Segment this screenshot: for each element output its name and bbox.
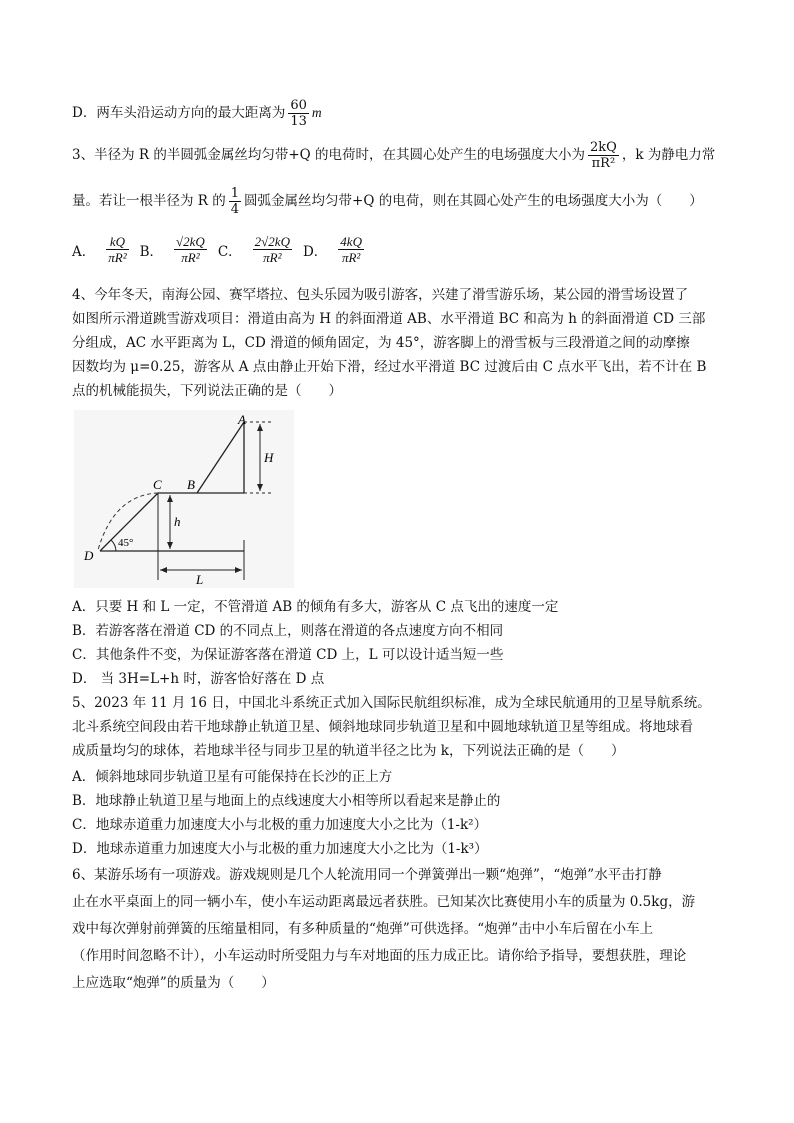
q2-option-d <box>72 98 322 129</box>
fraction-numerator: 2√2kQ <box>254 234 290 249</box>
q4-line5: 点的机械能损失，下列说法正确的是（ ） <box>72 383 342 399</box>
q3-option-d-label: D． <box>302 243 328 260</box>
label-c: C <box>153 477 162 492</box>
label-upper-h: H <box>264 450 274 465</box>
q4-option-d: D． 当 3H=L+h 时，游客恰好落在 D 点 <box>72 671 325 687</box>
q3-quarter-fraction <box>229 186 241 217</box>
q3-option-a-label: A． <box>72 243 96 260</box>
fraction-numerator: kQ <box>106 234 128 250</box>
q4-option-a: A．只要 H 和 L 一定，不管滑道 AB 的倾角有多大，游客从 C 点飞出的速度一定 <box>72 599 559 615</box>
fraction-denominator: πR² <box>263 250 282 265</box>
q2-option-d-text: D．两车头沿运动方向的最大距离为 <box>72 105 286 121</box>
q3-text-a: 3、半径为 R 的半圆弧金属丝均匀带+Q 的电荷时，在其圆心处产生的电场强度大小为 <box>72 147 586 163</box>
fraction-numerator: √2kQ <box>176 234 205 249</box>
q5-line1: 5、2023 年 11 月 16 日，中国北斗系统正式加入国际民航组织标准，成为全球民航通用的卫星导航系统。 <box>72 695 711 711</box>
fraction-numerator: 4kQ <box>340 234 362 249</box>
q3-option-c <box>253 234 292 265</box>
q6-line5: 上应选取“炮弹”的质量为（ ） <box>72 975 275 991</box>
q5-line2: 北斗系统空间段由若干地球静止轨道卫星、倾斜地球同步轨道卫星和中圆地球轨道卫星等组成。将地球看 <box>72 719 693 735</box>
q4-line3: 分组成，AC 水平距离为 L，CD 滑道的倾角固定，为 45°，游客脚上的滑雪板与三段滑道之间的动摩擦 <box>72 335 690 351</box>
q3-option-d <box>338 234 364 265</box>
fraction-denominator: πR² <box>341 250 361 265</box>
q5-line3: 成质量均匀的球体，若地球半径与同步卫星的轨道半径之比为 k，下列说法正确的是（ ） <box>72 743 625 759</box>
q5-option-d: D．地球赤道重力加速度大小与北极的重力加速度大小之比为（1-k³） <box>72 841 488 857</box>
label-a: A <box>238 412 246 427</box>
fraction-denominator: πR² <box>108 250 127 265</box>
q3-text-c2: 圆弧金属丝均匀带+Q 的电荷，则在其圆心处产生的电场强度大小为（ ） <box>244 193 703 209</box>
fraction-denominator: 13 <box>290 114 307 129</box>
q6-line4: （作用时间忽略不计），小车运动时所受阻力与车对地面的压力成正比。请你给予指导，要想获胜，理论 <box>72 948 687 964</box>
q4-line4: 因数均为 μ=0.25，游客从 A 点由静止开始下滑，经过水平滑道 BC 过渡后由 C 点水平飞出，若不计在 B <box>72 359 707 375</box>
q2-fraction <box>288 98 309 129</box>
q3-text-c1: 量。若让一根半径为 R 的 <box>72 193 226 209</box>
q5-option-b: B．地球静止轨道卫星与地面上的点线速度大小相等所以看起来是静止的 <box>72 793 501 809</box>
figure-background <box>74 410 294 588</box>
q3-option-b-label: B． <box>139 243 164 260</box>
q3-stem-line2 <box>72 186 703 217</box>
label-b: B <box>187 477 195 492</box>
unit: m <box>311 105 322 120</box>
q3-option-a <box>106 234 128 265</box>
q3-option-b <box>174 234 207 265</box>
q6-line1: 6、某游乐场有一项游戏。游戏规则是几个人轮流用同一个弹簧弹出一颗“炮弹”，“炮弹”水平击打静 <box>72 867 662 883</box>
q5-option-a: A．倾斜地球同步轨道卫星有可能保持在长沙的正上方 <box>72 769 393 785</box>
q3-option-c-label: C． <box>217 243 242 260</box>
ski-slope-diagram <box>74 410 294 588</box>
label-d: D <box>84 548 94 563</box>
q3-stem-line1 <box>72 140 715 171</box>
fraction-denominator: πR² <box>181 250 200 265</box>
q4-line2: 如图所示滑道跳雪游戏项目：滑道由高为 H 的斜面滑道 AB、水平滑道 BC 和高为 h 的斜面滑道 CD 三部 <box>72 311 706 327</box>
q3-options <box>72 234 367 265</box>
fraction-denominator: πR² <box>591 156 616 171</box>
fraction-numerator: 2kQ <box>590 140 617 155</box>
q6-line2: 止在水平桌面上的同一辆小车，使小车运动距离最远者获胜。已知某次比赛使用小车的质量为 0.5kg，游 <box>72 894 696 910</box>
q4-option-c: C．其他条件不变，为保证游客落在滑道 CD 上，L 可以设计适当短一些 <box>72 647 504 663</box>
q3-text-b: ，k 为静电力常 <box>621 147 716 163</box>
q3-fraction <box>588 140 619 171</box>
fraction-denominator: 4 <box>230 202 240 217</box>
q4-option-b: B．若游客落在滑道 CD 的不同点上，则落在滑道的各点速度方向不相同 <box>72 623 504 639</box>
label-lower-h: h <box>174 514 181 529</box>
fraction-numerator: 1 <box>230 186 240 201</box>
q5-option-c: C．地球赤道重力加速度大小与北极的重力加速度大小之比为（1-k²） <box>72 817 488 833</box>
fraction-numerator: 60 <box>290 98 307 113</box>
q4-line1: 4、今年冬天，南海公园、赛罕塔拉、包头乐园为吸引游客，兴建了滑雪游乐场，某公园的滑雪场设置了 <box>72 287 689 303</box>
label-l: L <box>196 572 204 587</box>
q6-line3: 戏中每次弹射前弹簧的压缩量相同，有多种质量的“炮弹”可供选择。“炮弹”击中小车后留在小车上 <box>72 921 654 937</box>
label-angle: 45° <box>118 537 134 549</box>
